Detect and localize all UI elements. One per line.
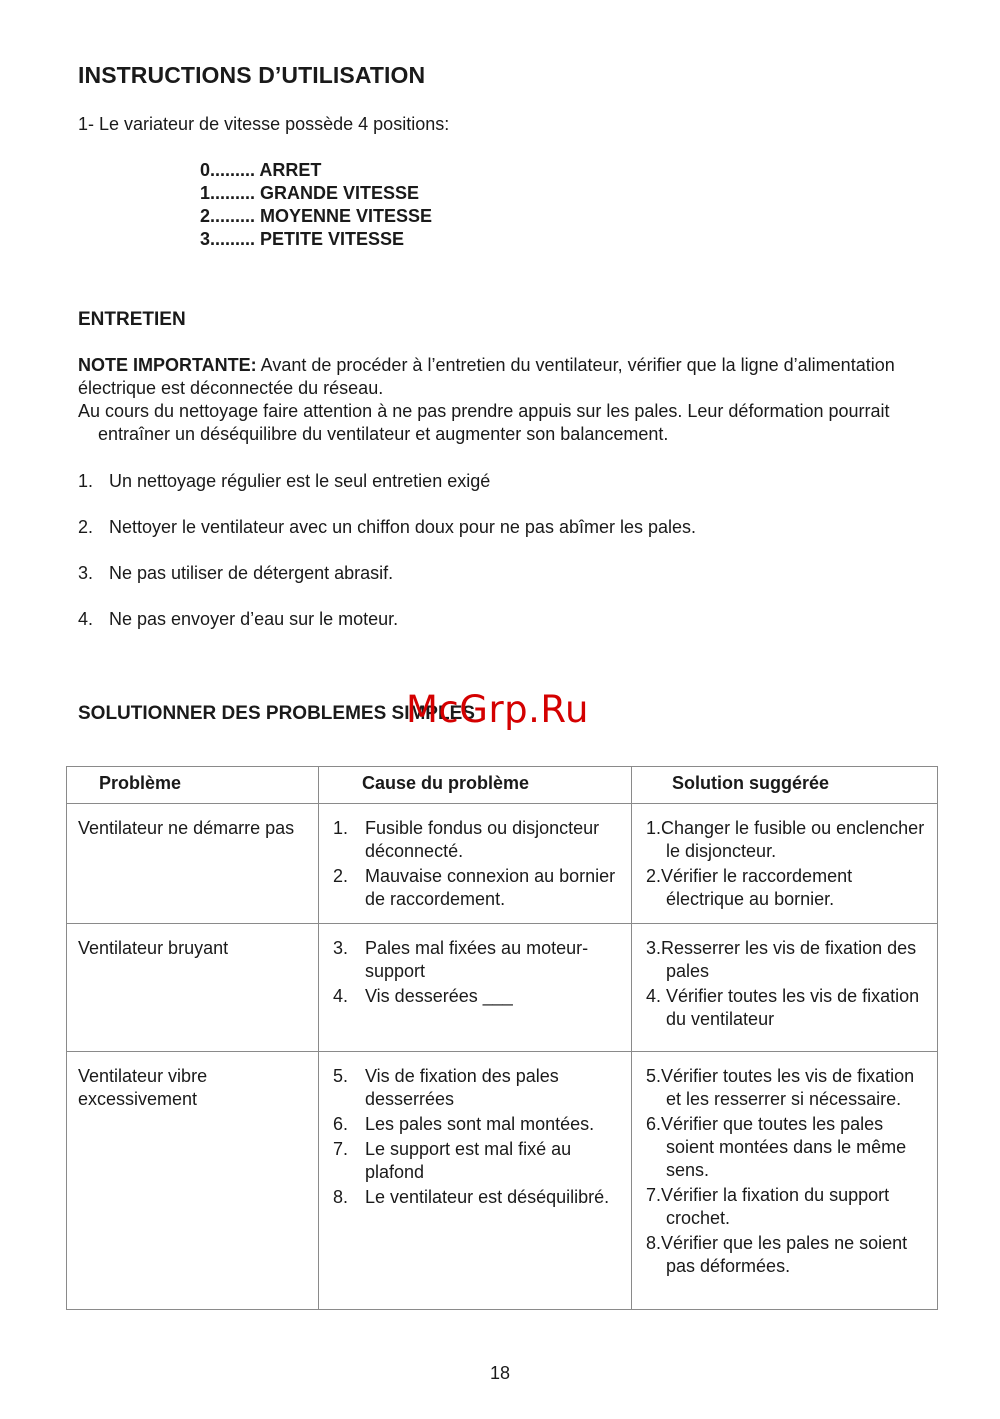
speed-item: 2......... MOYENNE VITESSE: [200, 206, 433, 226]
problem-cell: Ventilateur ne démarre pas: [67, 804, 319, 924]
cause-cell: [319, 924, 632, 1052]
table-row: [67, 1052, 938, 1310]
maintenance-note: [78, 354, 938, 446]
problem-cell: Ventilateur vibre excessivement: [67, 1052, 319, 1310]
list-item: 4. Vis desserées ___: [333, 986, 513, 1006]
list-item: 6. Les pales sont mal montées.: [333, 1114, 595, 1134]
table-row: [67, 804, 938, 924]
troubleshooting-table: [66, 766, 938, 1310]
cleaning-warning-cont: entraîner un déséquilibre du ventilateur et augmenter son balancement.: [98, 424, 669, 444]
cause-cell: [319, 804, 632, 924]
page-title: INSTRUCTIONS D’UTILISATION: [78, 62, 426, 88]
list-item: 4. Vérifier toutes les vis de fixation du ventilateur: [646, 986, 920, 1029]
speed-item: 1......... GRANDE VITESSE: [200, 183, 420, 203]
list-item: 2.Vérifier le raccordement électrique au bornier.: [646, 866, 853, 909]
cause-cell: [319, 1052, 632, 1310]
troubleshooting-heading: SOLUTIONNER DES PROBLEMES SIMPLES: [78, 703, 475, 724]
list-item: 3. Ne pas utiliser de détergent abrasif.: [78, 563, 394, 583]
column-header-cause: Cause du problème: [319, 767, 632, 804]
list-item: 1.Changer le fusible ou enclencher le disjoncteur.: [646, 818, 925, 861]
list-item: 5.Vérifier toutes les vis de fixation et les resserrer si nécessaire.: [646, 1066, 915, 1109]
solution-cell: [632, 1052, 938, 1310]
page-number: 18: [489, 1363, 511, 1383]
list-item: 2. Mauvaise connexion au bornier de raccordement.: [333, 866, 616, 909]
note-text: Avant de procéder à l’entretien du ventilateur, vérifier que la ligne d’alimentation électrique est déconnectée du réseau.: [78, 355, 895, 398]
column-header-problem: Problème: [67, 767, 319, 804]
list-item: 3. Pales mal fixées au moteur-support: [333, 938, 589, 981]
list-item: 8.Vérifier que les pales ne soient pas déformées.: [646, 1233, 908, 1276]
speed-item: 3......... PETITE VITESSE: [200, 229, 405, 249]
maintenance-heading: ENTRETIEN: [78, 309, 186, 330]
list-item: 4. Ne pas envoyer d’eau sur le moteur.: [78, 609, 399, 629]
list-item: 1. Fusible fondus ou disjoncteur déconnecté.: [333, 818, 600, 861]
list-item: 5. Vis de fixation des pales desserrées: [333, 1066, 559, 1109]
list-item: 8. Le ventilateur est déséquilibré.: [333, 1187, 610, 1207]
list-item: 7.Vérifier la fixation du support crochet.: [646, 1185, 890, 1228]
watermark: McGrp.Ru: [406, 688, 589, 731]
speed-intro: 1- Le variateur de vitesse possède 4 positions:: [78, 114, 450, 134]
table-row: [67, 924, 938, 1052]
solution-cell: [632, 804, 938, 924]
note-label: NOTE IMPORTANTE:: [78, 355, 257, 375]
list-item: 1. Un nettoyage régulier est le seul entretien exigé: [78, 471, 491, 491]
list-item: 6.Vérifier que toutes les pales soient montées dans le même sens.: [646, 1114, 907, 1180]
cleaning-warning: Au cours du nettoyage faire attention à ne pas prendre appuis sur les pales. Leur déformation pourrait: [78, 401, 890, 421]
column-header-solution: Solution suggérée: [632, 767, 938, 804]
problem-cell: Ventilateur bruyant: [67, 924, 319, 1052]
speed-item: 0......... ARRET: [200, 160, 322, 180]
table-header-row: [67, 767, 938, 804]
solution-cell: [632, 924, 938, 1052]
list-item: 2. Nettoyer le ventilateur avec un chiffon doux pour ne pas abîmer les pales.: [78, 517, 697, 537]
list-item: 3.Resserrer les vis de fixation des pales: [646, 938, 917, 981]
list-item: 7. Le support est mal fixé au plafond: [333, 1139, 572, 1182]
speed-list: [200, 159, 432, 251]
